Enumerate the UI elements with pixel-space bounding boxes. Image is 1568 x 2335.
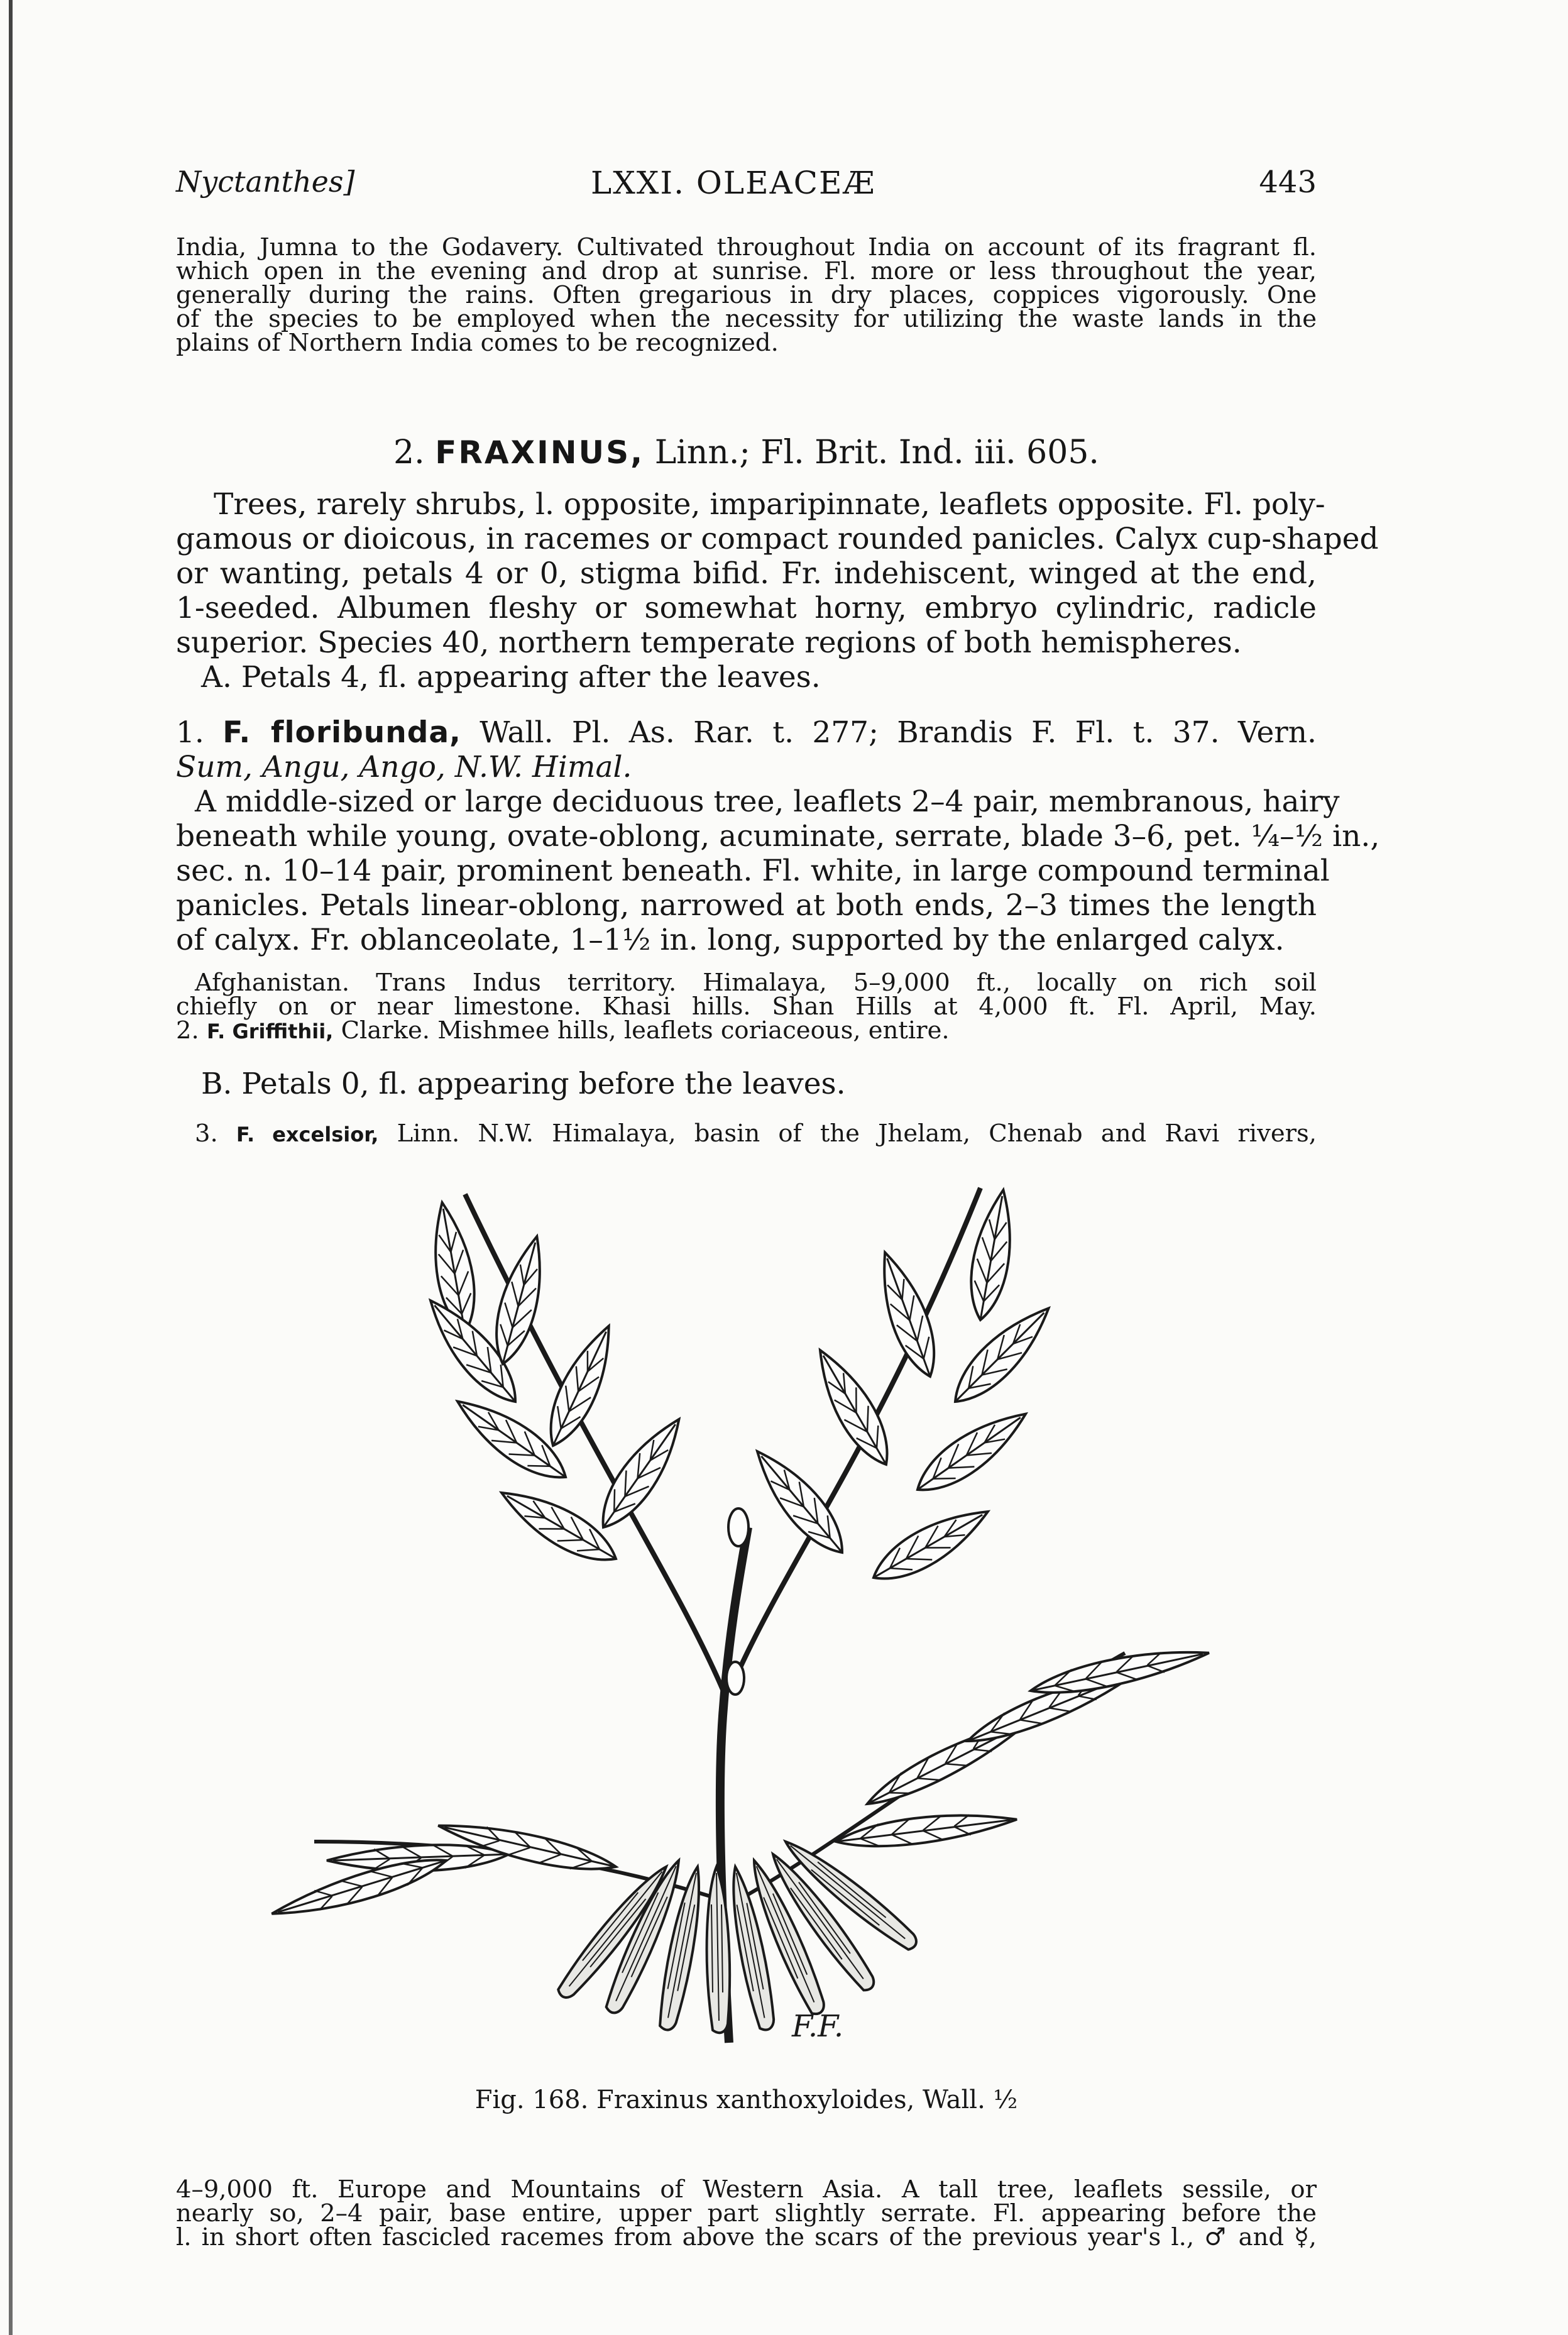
text-line: of the species to be employed when the necessity for utilizing the waste lands in the [176,305,1317,333]
species-1-heading [176,715,1317,750]
text-line: plains of Northern India comes to be recognized. [176,329,779,357]
species-number: 2. [176,1016,199,1045]
text-line: superior. Species 40, northern temperate regions of both hemispheres. [176,625,1242,660]
species-text: Linn. N.W. Himalaya, basin of the Jhelam, Chenab and Ravi rivers, [397,1119,1317,1148]
text-line: Trees, rarely shrubs, l. opposite, imparipinnate, leaflets opposite. Fl. poly- [214,487,1325,522]
species-1-distribution [176,971,1317,1043]
text-line: generally during the rains. Often gregarious in dry places, coppices vigorously. One [176,281,1317,309]
species-name: F. Griffithii, [206,1019,334,1043]
text-line: panicles. Petals linear-oblong, narrowed at both ends, 2–3 times the length [176,888,1317,923]
species-text: Clarke. Mishmee hills, leaflets coriaceous, entire. [341,1016,950,1045]
section-a-heading: A. Petals 4, fl. appearing after the leaves. [201,660,821,695]
continuation-paragraph [176,2175,1317,2251]
intro-paragraph [176,233,1317,357]
text-line: gamous or dioicous, in racemes or compact rounded panicles. Calyx cup-shaped [176,522,1379,556]
genus-description [176,487,1379,695]
text-line: Afghanistan. Trans Indus territory. Himalaya, 5–9,000 ft., locally on rich soil [195,969,1317,997]
genus-name: FRAXINUS, [435,434,645,471]
species-name: F. excelsior, [236,1123,379,1146]
genus-heading [176,434,1317,471]
species-citation: Wall. Pl. As. Rar. t. 277; Brandis F. Fl. t. 37. Vern. [480,715,1317,750]
text-line: of calyx. Fr. oblanceolate, 1–1½ in. long, supported by the enlarged calyx. [176,923,1285,957]
page-header [176,165,1317,221]
section-b-heading [176,1067,1317,1101]
species-number: 3. [195,1119,218,1148]
text-line: beneath while young, ovate-oblong, acuminate, serrate, blade 3–6, pet. ¼–½ in., [176,819,1380,854]
species-3-line [176,1119,1317,1148]
fraxinus-illustration [239,1175,1257,2080]
species-2-entry [176,1016,1317,1045]
chapter-title: LXXI. OLEACEÆ [591,165,876,201]
running-head: Nyctanthes] [176,165,355,199]
genus-number: 2. [393,434,425,471]
figure-caption: Fig. 168. Fraxinus xanthoxyloides, Wall. ½ [474,2085,1018,2114]
text-line: 1-seeded. Albumen fleshy or somewhat horny, embryo cylindric, radicle [176,591,1317,625]
species-number: 1. [176,715,204,750]
text-line: sec. n. 10–14 pair, prominent beneath. Fl. white, in large compound terminal [176,854,1330,888]
text-line: or wanting, petals 4 or 0, stigma bifid. Fr. indehiscent, winged at the end, [176,556,1317,591]
species-3-entry [176,1119,1317,1148]
text-line: chiefly on or near limestone. Khasi hills. Shan Hills at 4,000 ft. Fl. April, May. [176,992,1317,1021]
species-1-entry [176,715,1380,957]
text-line: India, Jumna to the Godavery. Cultivated throughout India on account of its fragrant fl. [176,233,1317,261]
species-name: F. floribunda, [222,715,461,750]
page-number: 443 [1259,165,1317,200]
text-line: which open in the evening and drop at sunrise. Fl. more or less throughout the year, [176,257,1317,285]
vernacular-names: Sum, Angu, Ango, N.W. Himal. [176,750,632,784]
text-line: nearly so, 2–4 pair, base entire, upper part slightly serrate. Fl. appearing before the [176,2199,1317,2228]
text-line: A middle-sized or large deciduous tree, leaflets 2–4 pair, membranous, hairy [195,784,1340,819]
genus-citation: Linn.; Fl. Brit. Ind. iii. 605. [654,434,1099,471]
text-line: l. in short often fascicled racemes from above the scars of the previous year's l., ♂ and ☿, [176,2223,1317,2251]
section-b-text: B. Petals 0, fl. appearing before the leaves. [201,1067,846,1101]
text-line: 4–9,000 ft. Europe and Mountains of Western Asia. A tall tree, leaflets sessile, or [176,2175,1317,2204]
page-binding-edge [9,0,13,2335]
illustrator-signature: F.F. [792,2009,844,2044]
